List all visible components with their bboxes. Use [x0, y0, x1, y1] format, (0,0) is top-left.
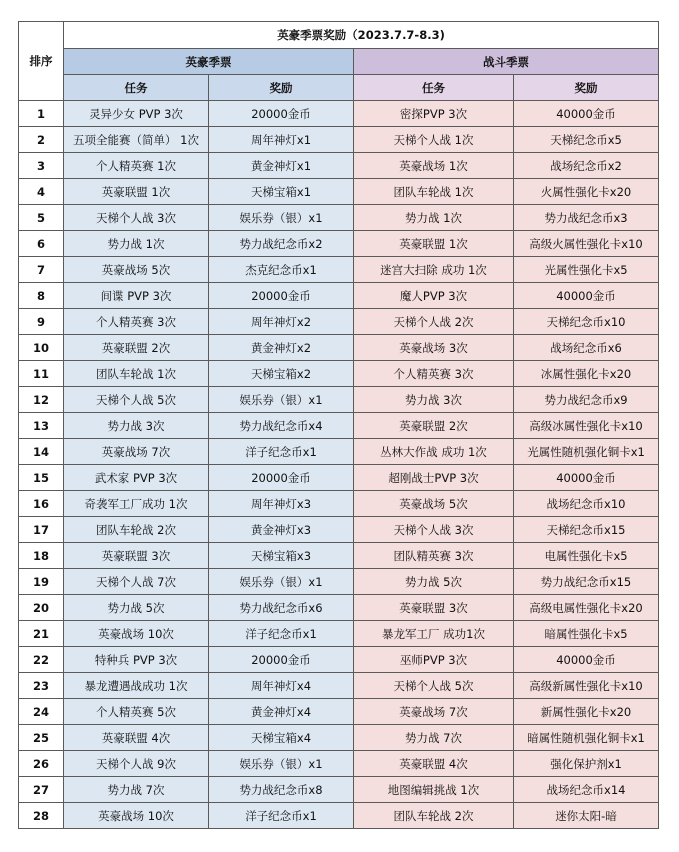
hero-task-cell: 英豪联盟 4次	[64, 725, 209, 751]
battle-task-header: 任务	[354, 75, 514, 101]
rank-number: 8	[19, 283, 64, 309]
hero-task-cell: 个人精英赛 5次	[64, 699, 209, 725]
table-row	[19, 569, 659, 595]
rank-number: 4	[19, 179, 64, 205]
hero-reward-cell: 势力战纪念币x4	[209, 413, 354, 439]
battle-task-cell: 暴龙军工厂 成功1次	[354, 621, 514, 647]
rank-number: 17	[19, 517, 64, 543]
battle-reward-cell: 40000金币	[514, 283, 659, 309]
rank-number: 5	[19, 205, 64, 231]
hero-task-cell: 势力战 1次	[64, 231, 209, 257]
battle-task-cell: 天梯个人战 1次	[354, 127, 514, 153]
hero-task-cell: 天梯个人战 5次	[64, 387, 209, 413]
rank-number: 23	[19, 673, 64, 699]
rank-number: 15	[19, 465, 64, 491]
table-row	[19, 257, 659, 283]
battle-reward-cell: 天梯纪念币x15	[514, 517, 659, 543]
hero-reward-cell: 周年神灯x3	[209, 491, 354, 517]
rank-number: 13	[19, 413, 64, 439]
hero-reward-cell: 天梯宝箱x4	[209, 725, 354, 751]
table-row	[19, 231, 659, 257]
rank-number: 22	[19, 647, 64, 673]
battle-task-cell: 团队车轮战 2次	[354, 803, 514, 829]
battle-reward-cell: 天梯纪念币x5	[514, 127, 659, 153]
battle-task-cell: 巫师PVP 3次	[354, 647, 514, 673]
battle-task-cell: 势力战 5次	[354, 569, 514, 595]
hero-reward-cell: 天梯宝箱x1	[209, 179, 354, 205]
battle-task-cell: 英豪联盟 1次	[354, 231, 514, 257]
table-row	[19, 777, 659, 803]
rank-number: 14	[19, 439, 64, 465]
battle-reward-cell: 战场纪念币x2	[514, 153, 659, 179]
hero-task-cell: 团队车轮战 1次	[64, 361, 209, 387]
hero-task-cell: 灵异少女 PVP 3次	[64, 101, 209, 127]
battle-reward-cell: 40000金币	[514, 101, 659, 127]
hero-reward-cell: 洋子纪念币x1	[209, 803, 354, 829]
rank-number: 12	[19, 387, 64, 413]
table-row	[19, 725, 659, 751]
battle-reward-cell: 势力战纪念币x9	[514, 387, 659, 413]
table-row	[19, 127, 659, 153]
battle-reward-cell: 40000金币	[514, 465, 659, 491]
hero-task-cell: 奇袭军工厂成功 1次	[64, 491, 209, 517]
table-title: 英豪季票奖励（2023.7.7-8.3)	[64, 22, 659, 49]
hero-task-cell: 天梯个人战 3次	[64, 205, 209, 231]
hero-reward-cell: 势力战纪念币x2	[209, 231, 354, 257]
battle-reward-cell: 强化保护剂x1	[514, 751, 659, 777]
hero-task-cell: 势力战 7次	[64, 777, 209, 803]
battle-reward-cell: 战场纪念币x10	[514, 491, 659, 517]
table-row	[19, 621, 659, 647]
table-row	[19, 335, 659, 361]
rank-number: 25	[19, 725, 64, 751]
hero-reward-cell: 娱乐券（银）x1	[209, 205, 354, 231]
hero-reward-cell: 黄金神灯x2	[209, 335, 354, 361]
hero-reward-cell: 洋子纪念币x1	[209, 439, 354, 465]
rank-number: 2	[19, 127, 64, 153]
table-row	[19, 595, 659, 621]
battle-task-cell: 英豪联盟 4次	[354, 751, 514, 777]
hero-reward-cell: 周年神灯x2	[209, 309, 354, 335]
table-row	[19, 543, 659, 569]
table-row	[19, 751, 659, 777]
battle-reward-cell: 势力战纪念币x3	[514, 205, 659, 231]
hero-reward-cell: 杰克纪念币x1	[209, 257, 354, 283]
battle-task-cell: 地图编辑挑战 1次	[354, 777, 514, 803]
rank-number: 7	[19, 257, 64, 283]
battle-reward-cell: 暗属性强化卡x5	[514, 621, 659, 647]
hero-season-header: 英豪季票	[64, 49, 354, 75]
hero-task-cell: 个人精英赛 1次	[64, 153, 209, 179]
hero-reward-cell: 20000金币	[209, 101, 354, 127]
battle-task-cell: 英豪战场 5次	[354, 491, 514, 517]
battle-reward-cell: 冰属性强化卡x20	[514, 361, 659, 387]
hero-reward-cell: 洋子纪念币x1	[209, 621, 354, 647]
battle-reward-cell: 40000金币	[514, 647, 659, 673]
table-row	[19, 491, 659, 517]
table-row	[19, 153, 659, 179]
hero-task-cell: 英豪战场 5次	[64, 257, 209, 283]
hero-reward-cell: 娱乐券（银）x1	[209, 751, 354, 777]
table-row	[19, 699, 659, 725]
battle-reward-cell: 高级冰属性强化卡x10	[514, 413, 659, 439]
battle-task-cell: 势力战 1次	[354, 205, 514, 231]
rank-number: 3	[19, 153, 64, 179]
hero-task-cell: 英豪联盟 3次	[64, 543, 209, 569]
hero-reward-cell: 周年神灯x1	[209, 127, 354, 153]
battle-task-cell: 势力战 7次	[354, 725, 514, 751]
hero-task-cell: 势力战 3次	[64, 413, 209, 439]
hero-task-cell: 英豪联盟 1次	[64, 179, 209, 205]
battle-task-cell: 天梯个人战 3次	[354, 517, 514, 543]
hero-task-cell: 英豪联盟 2次	[64, 335, 209, 361]
hero-task-cell: 个人精英赛 3次	[64, 309, 209, 335]
rank-number: 21	[19, 621, 64, 647]
battle-reward-cell: 新属性强化卡x20	[514, 699, 659, 725]
hero-task-cell: 五项全能赛（简单） 1次	[64, 127, 209, 153]
hero-reward-cell: 天梯宝箱x2	[209, 361, 354, 387]
battle-reward-cell: 战场纪念币x14	[514, 777, 659, 803]
battle-task-cell: 丛林大作战 成功 1次	[354, 439, 514, 465]
table-row	[19, 101, 659, 127]
table-row	[19, 413, 659, 439]
table-row	[19, 361, 659, 387]
table-row	[19, 283, 659, 309]
table-row	[19, 517, 659, 543]
hero-reward-cell: 娱乐券（银）x1	[209, 569, 354, 595]
rank-number: 28	[19, 803, 64, 829]
battle-reward-header: 奖励	[514, 75, 659, 101]
battle-task-cell: 密探PVP 3次	[354, 101, 514, 127]
hero-task-cell: 英豪战场 10次	[64, 621, 209, 647]
table-row	[19, 205, 659, 231]
battle-task-cell: 英豪联盟 2次	[354, 413, 514, 439]
hero-reward-cell: 娱乐券（银）x1	[209, 387, 354, 413]
battle-task-cell: 超刚战士PVP 3次	[354, 465, 514, 491]
rank-number: 18	[19, 543, 64, 569]
battle-task-cell: 英豪战场 3次	[354, 335, 514, 361]
hero-reward-cell: 天梯宝箱x3	[209, 543, 354, 569]
rank-number: 27	[19, 777, 64, 803]
rank-header: 排序	[19, 22, 64, 101]
battle-reward-cell: 火属性强化卡x20	[514, 179, 659, 205]
rank-number: 20	[19, 595, 64, 621]
battle-reward-cell: 迷你太阳-暗	[514, 803, 659, 829]
battle-task-cell: 迷宫大扫除 成功 1次	[354, 257, 514, 283]
battle-task-cell: 个人精英赛 3次	[354, 361, 514, 387]
hero-task-cell: 英豪战场 7次	[64, 439, 209, 465]
battle-reward-cell: 光属性随机强化铜卡x1	[514, 439, 659, 465]
rank-number: 6	[19, 231, 64, 257]
reward-table	[18, 21, 659, 829]
rank-number: 24	[19, 699, 64, 725]
rank-number: 16	[19, 491, 64, 517]
hero-reward-header: 奖励	[209, 75, 354, 101]
hero-reward-cell: 20000金币	[209, 647, 354, 673]
hero-reward-cell: 势力战纪念币x6	[209, 595, 354, 621]
hero-task-header: 任务	[64, 75, 209, 101]
hero-reward-cell: 黄金神灯x4	[209, 699, 354, 725]
battle-reward-cell: 电属性强化卡x5	[514, 543, 659, 569]
battle-season-header: 战斗季票	[354, 49, 659, 75]
battle-reward-cell: 势力战纪念币x15	[514, 569, 659, 595]
table-row	[19, 309, 659, 335]
battle-reward-cell: 高级电属性强化卡x20	[514, 595, 659, 621]
table-row	[19, 647, 659, 673]
hero-task-cell: 天梯个人战 7次	[64, 569, 209, 595]
battle-task-cell: 英豪联盟 3次	[354, 595, 514, 621]
battle-reward-cell: 光属性强化卡x5	[514, 257, 659, 283]
battle-task-cell: 团队精英赛 3次	[354, 543, 514, 569]
hero-task-cell: 暴龙遭遇战成功 1次	[64, 673, 209, 699]
table-row	[19, 673, 659, 699]
rank-number: 9	[19, 309, 64, 335]
battle-reward-cell: 暗属性随机强化铜卡x1	[514, 725, 659, 751]
hero-task-cell: 间谍 PVP 3次	[64, 283, 209, 309]
rank-number: 1	[19, 101, 64, 127]
hero-reward-cell: 周年神灯x4	[209, 673, 354, 699]
rank-number: 26	[19, 751, 64, 777]
hero-task-cell: 团队车轮战 2次	[64, 517, 209, 543]
battle-task-cell: 势力战 3次	[354, 387, 514, 413]
table-row	[19, 465, 659, 491]
battle-reward-cell: 战场纪念币x6	[514, 335, 659, 361]
rank-number: 19	[19, 569, 64, 595]
rank-number: 10	[19, 335, 64, 361]
hero-task-cell: 势力战 5次	[64, 595, 209, 621]
table-row	[19, 387, 659, 413]
battle-task-cell: 天梯个人战 2次	[354, 309, 514, 335]
hero-reward-cell: 20000金币	[209, 465, 354, 491]
hero-reward-cell: 黄金神灯x3	[209, 517, 354, 543]
battle-reward-cell: 天梯纪念币x10	[514, 309, 659, 335]
hero-task-cell: 武术家 PVP 3次	[64, 465, 209, 491]
battle-task-cell: 天梯个人战 5次	[354, 673, 514, 699]
hero-task-cell: 天梯个人战 9次	[64, 751, 209, 777]
rank-number: 11	[19, 361, 64, 387]
battle-task-cell: 英豪战场 1次	[354, 153, 514, 179]
hero-reward-cell: 黄金神灯x1	[209, 153, 354, 179]
battle-task-cell: 魔人PVP 3次	[354, 283, 514, 309]
table-row	[19, 803, 659, 829]
battle-reward-cell: 高级火属性强化卡x10	[514, 231, 659, 257]
hero-reward-cell: 20000金币	[209, 283, 354, 309]
table-row	[19, 179, 659, 205]
hero-reward-cell: 势力战纪念币x8	[209, 777, 354, 803]
hero-task-cell: 特种兵 PVP 3次	[64, 647, 209, 673]
battle-reward-cell: 高级新属性强化卡x10	[514, 673, 659, 699]
battle-task-cell: 英豪战场 7次	[354, 699, 514, 725]
hero-task-cell: 英豪战场 10次	[64, 803, 209, 829]
table-row	[19, 439, 659, 465]
battle-task-cell: 团队车轮战 1次	[354, 179, 514, 205]
